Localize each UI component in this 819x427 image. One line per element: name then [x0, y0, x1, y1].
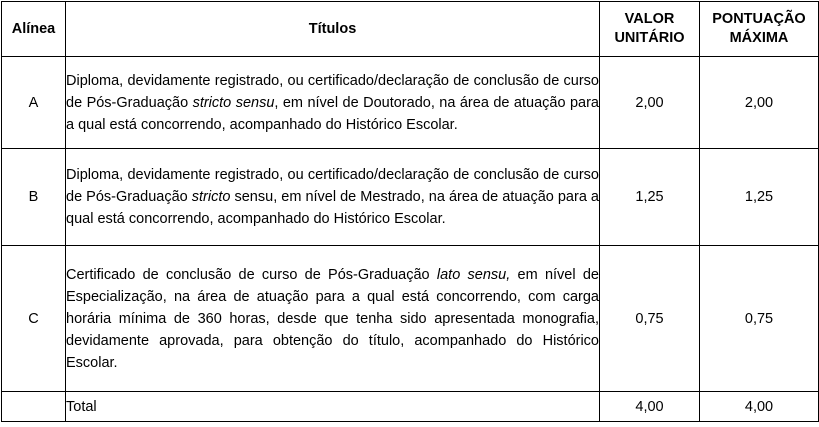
row-c-text-italic: lato sensu, — [436, 266, 511, 283]
total-label: Total — [66, 392, 600, 422]
row-b-text-before: Diploma, devidamente registrado, ou certificado/declaração de conclusão de curso de Pós-Graduação — [66, 167, 599, 205]
header-valor-unitario — [600, 2, 700, 57]
row-b-text-after: sensu, em nível de Mestrado, na área de atuação para a qual está concorrendo, acompanhado do Histórico Escolar. — [66, 189, 599, 227]
header-valor-line2: UNITÁRIO — [614, 30, 685, 46]
row-b-titulo — [66, 149, 600, 246]
header-alinea: Alínea — [2, 2, 66, 57]
header-pont-line2: MÁXIMA — [729, 30, 789, 46]
row-a-valor: 2,00 — [600, 57, 700, 149]
row-a-text-before: Diploma, devidamente registrado, ou certificado/declaração de conclusão de curso de Pós-Graduação — [66, 72, 599, 111]
row-a-text-after: , em nível de Doutorado, na área de atuação para a qual está concorrendo, acompanhado do Histórico Escolar. — [66, 94, 599, 133]
header-titulos: Títulos — [66, 2, 600, 57]
total-alinea-empty — [2, 392, 66, 422]
row-b-valor: 1,25 — [600, 149, 700, 246]
header-row — [2, 2, 819, 57]
row-c-text-before: Certificado de conclusão de curso de Pós-Graduação — [66, 266, 437, 283]
total-valor: 4,00 — [600, 392, 700, 422]
row-c-valor: 0,75 — [600, 246, 700, 392]
header-pontuacao-maxima — [700, 2, 819, 57]
row-a-pontuacao: 2,00 — [700, 57, 819, 149]
row-a-text-italic: stricto sensu — [192, 94, 275, 111]
total-pontuacao: 4,00 — [700, 392, 819, 422]
titles-table — [1, 1, 819, 422]
row-b-pontuacao: 1,25 — [700, 149, 819, 246]
table-row-c — [2, 246, 819, 392]
header-pont-line1: PONTUAÇÃO — [712, 11, 806, 27]
row-b-text-italic: stricto — [191, 189, 231, 205]
row-c-pontuacao: 0,75 — [700, 246, 819, 392]
table-row-total — [2, 392, 819, 422]
row-c-titulo — [66, 246, 600, 392]
header-valor-line1: VALOR — [624, 11, 675, 27]
table-row-a — [2, 57, 819, 149]
table-row-b — [2, 149, 819, 246]
row-b-alinea: B — [2, 149, 66, 246]
row-a-alinea: A — [2, 57, 66, 149]
row-a-titulo — [66, 57, 600, 149]
row-c-alinea: C — [2, 246, 66, 392]
row-c-text-after: em nível de Especialização, na área de atuação para a qual está concorrendo, com carga horária mínima de 360 horas, desde que tenha sido apresentada monografia, devidamente aprovada, para obtenção do título, acompanhado do Histórico Escolar. — [66, 266, 599, 371]
